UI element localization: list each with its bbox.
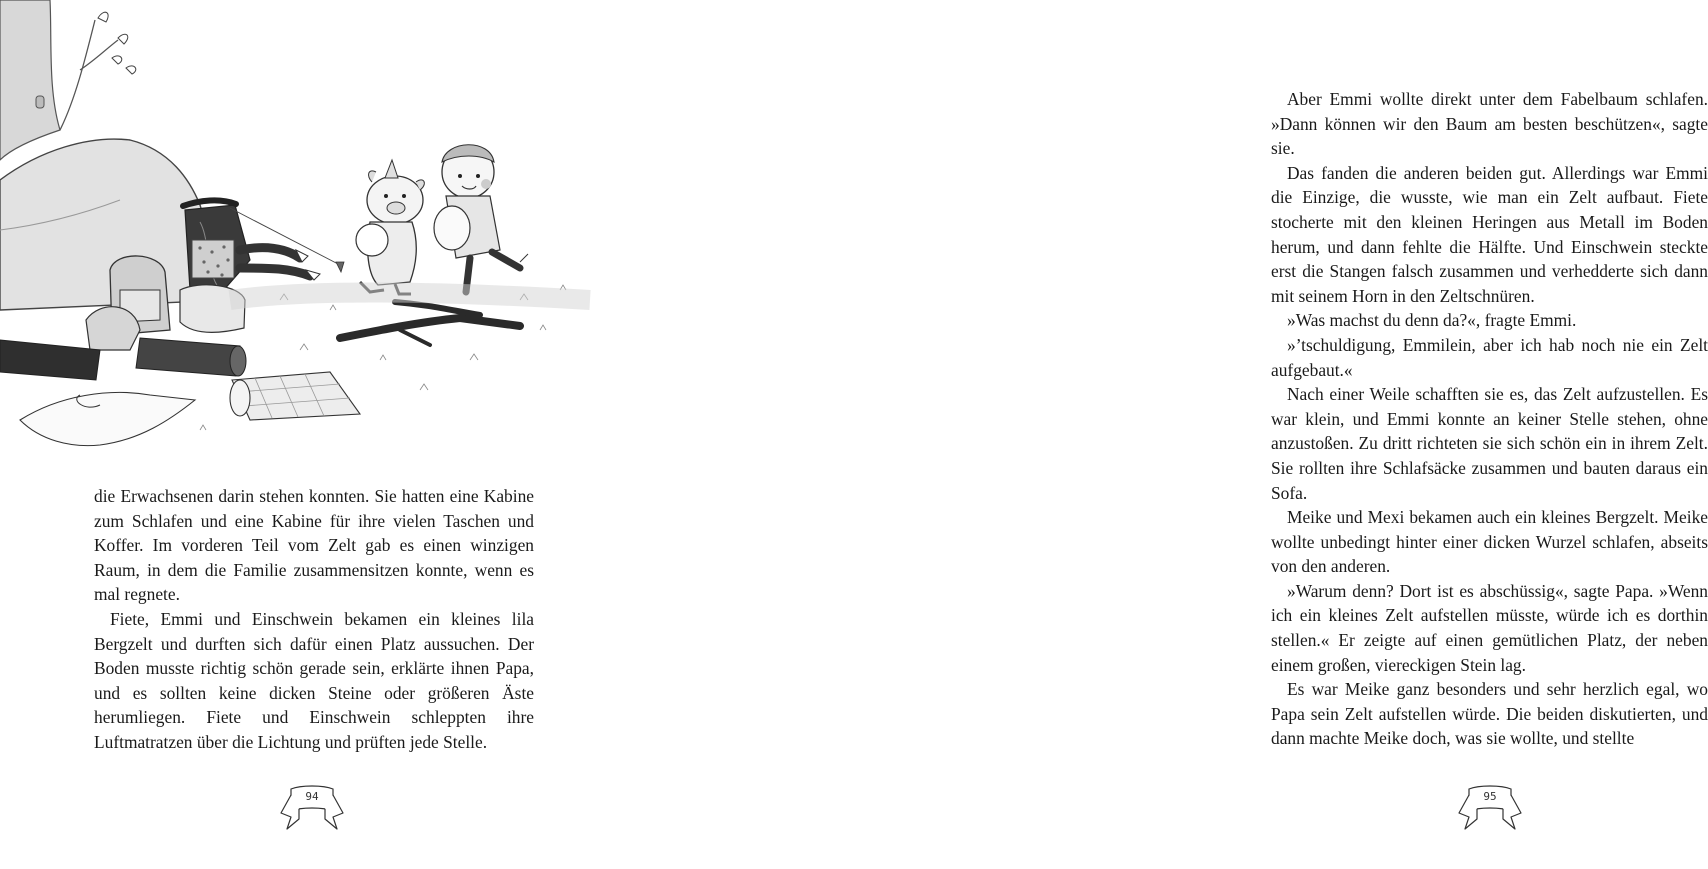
- right-paragraph-6: Meike und Mexi bekamen auch ein kleines Bergzelt. Meike wollte unbedingt hinter einer dicken Wurzel schlafen, abseits von den anderen.: [1271, 507, 1708, 577]
- right-paragraph-1: Aber Emmi wollte direkt unter dem Fabelbaum schlafen. »Dann können wir den Baum am besten beschützen«, sagte sie.: [1271, 89, 1708, 159]
- right-paragraph-8: Es war Meike ganz besonders und sehr herzlich egal, wo Papa sein Zelt aufstellen würde. Die beiden diskutierten, und dann machte Meike doch, was sie wollte, und stellte: [1271, 679, 1708, 749]
- page-number-right: [1457, 785, 1523, 835]
- left-page-text: [94, 484, 534, 755]
- right-paragraph-5: Nach einer Weile schafften sie es, das Zelt aufzustellen. Es war klein, und Emmi konnte an keiner Stelle stehen, ohne anzustoßen. Zu dritt richteten sie sich schön ein in ihrem Zelt. Sie rollten ihre Schlafsäcke zusammen und bauten daraus ein Sofa.: [1271, 384, 1708, 503]
- page-number-text: 94: [305, 790, 319, 803]
- right-paragraph-3: »Was machst du denn da?«, fragte Emmi.: [1287, 310, 1577, 331]
- right-page-text: [1271, 87, 1708, 751]
- left-page: [0, 0, 600, 869]
- fiete-figure: [434, 145, 528, 292]
- left-paragraph-1: die Erwachsenen darin stehen konnten. Sie hatten eine Kabine zum Schlafen und eine Kabine für ihre vielen Taschen und Koffer. Im vorderen Teil vom Zelt gab es einen winzigen Raum, in dem die Familie zusammensitzen konnte, wenn es mal regnete.: [94, 486, 534, 605]
- einschwein-figure: [356, 160, 424, 294]
- page-number-text: 95: [1483, 790, 1497, 803]
- page-number-left: [279, 785, 345, 835]
- camping-illustration: [0, 0, 600, 460]
- left-paragraph-2: Fiete, Emmi und Einschwein bekamen ein kleines lila Bergzelt und durften sich dafür einen Platz aussuchen. Der Boden musste richtig schön gerade sein, erklärte ihnen Papa, und es sollten keine dicken Steine oder größeren Äste herumliegen. Fiete und Einschwein schleppten ihre Luftmatratzen über die Lichtung und prüften jede Stelle.: [94, 608, 534, 752]
- right-paragraph-2: Das fanden die anderen beiden gut. Allerdings war Emmi die Einzige, die wusste, wie man ein Zelt aufbaut. Fiete stocherte mit den kleinen Heringen aus Metall im Boden herum, und dann fehlte die Hälfte. Und Einschwein steckte erst die Stangen falsch zusammen und verhedderte sich dann mit seinem Horn in den Zeltschnüren.: [1271, 162, 1708, 306]
- right-page: [600, 0, 1708, 869]
- right-paragraph-7: »Warum denn? Dort ist es abschüssig«, sagte Papa. »Wenn ich ein kleines Zelt aufstellen müsste, würde ich es dorthin stellen.« Er zeigte auf einen gemütlichen Platz, der neben einem großen, viereckigen Stein lag.: [1271, 580, 1708, 675]
- right-paragraph-4: »’tschuldigung, Emmilein, aber ich hab noch nie ein Zelt aufgebaut.«: [1271, 334, 1708, 380]
